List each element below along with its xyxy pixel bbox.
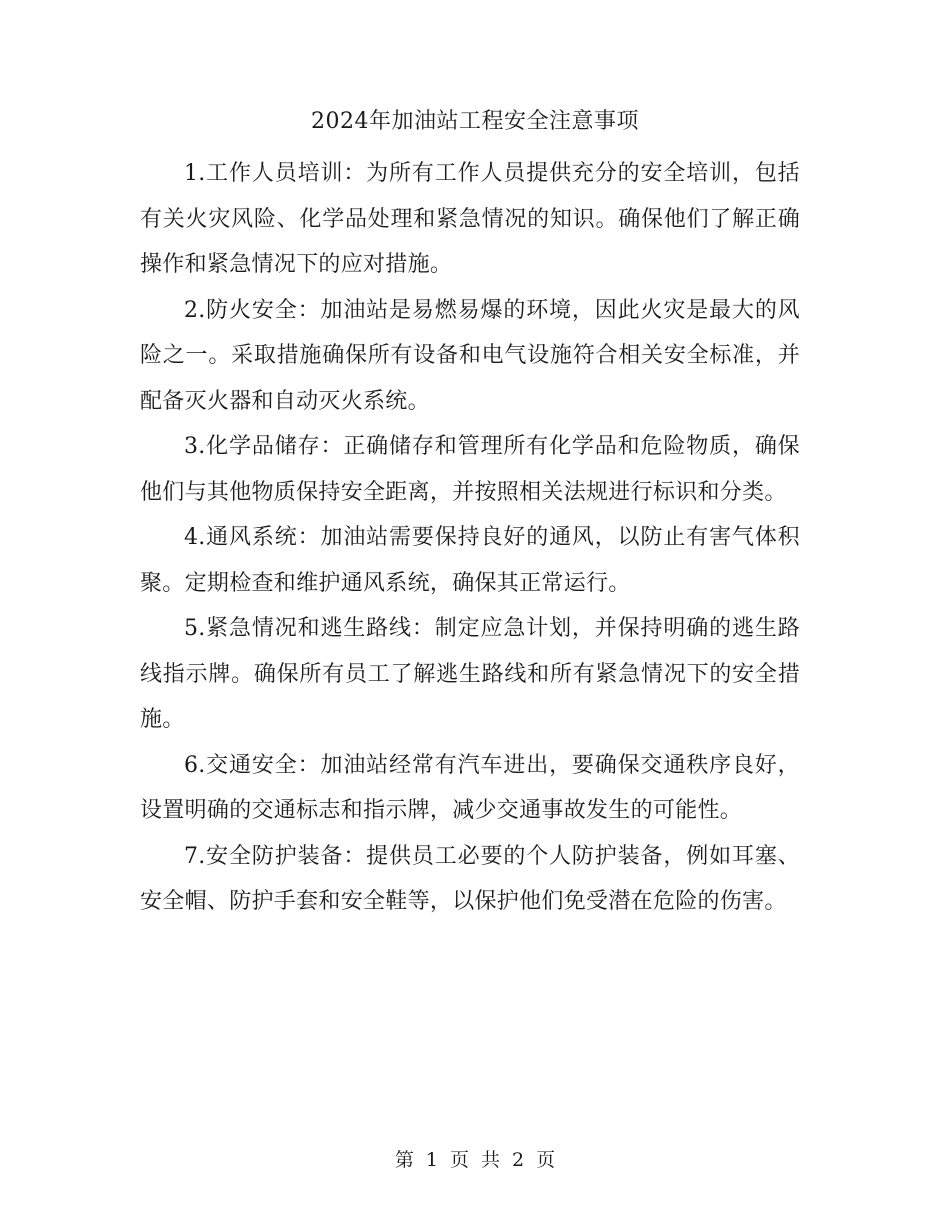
paragraph-2: 2.防火安全：加油站是易燃易爆的环境，因此火灾是最大的风险之一。采取措施确保所有设备和电气设施符合相关安全标准，并配备灭火器和自动灭火系统。 — [140, 297, 800, 414]
paragraph-7: 7.安全防护装备：提供员工必要的个人防护装备，例如耳塞、安全帽、防护手套和安全鞋等，以保护他们免受潜在危险的伤害。 — [140, 843, 800, 914]
paragraph-1: 1.工作人员培训：为所有工作人员提供充分的安全培训，包括有关火灾风险、化学品处理和紧急情况的知识。确保他们了解正确操作和紧急情况下的应对措施。 — [140, 161, 800, 277]
page-footer: 第 1 页 共 2 页 — [394, 1149, 556, 1171]
paragraph-3: 3.化学品储存：正确储存和管理所有化学品和危险物质，确保他们与其他物质保持安全距离，并按照相关法规进行标识和分类。 — [140, 434, 800, 505]
paragraph-5: 5.紧急情况和逃生路线：制定应急计划，并保持明确的逃生路线指示牌。确保所有员工了解逃生路线和所有紧急情况下的安全措施。 — [140, 616, 800, 732]
paragraph-6: 6.交通安全：加油站经常有汽车进出，要确保交通秩序良好，设置明确的交通标志和指示牌，减少交通事故发生的可能性。 — [140, 752, 800, 823]
document-body — [140, 151, 800, 925]
paragraph-4: 4.通风系统：加油站需要保持良好的通风，以防止有害气体积聚。定期检查和维护通风系统，确保其正常运行。 — [140, 525, 800, 596]
document-title: 2024年加油站工程安全注意事项 — [311, 109, 639, 134]
